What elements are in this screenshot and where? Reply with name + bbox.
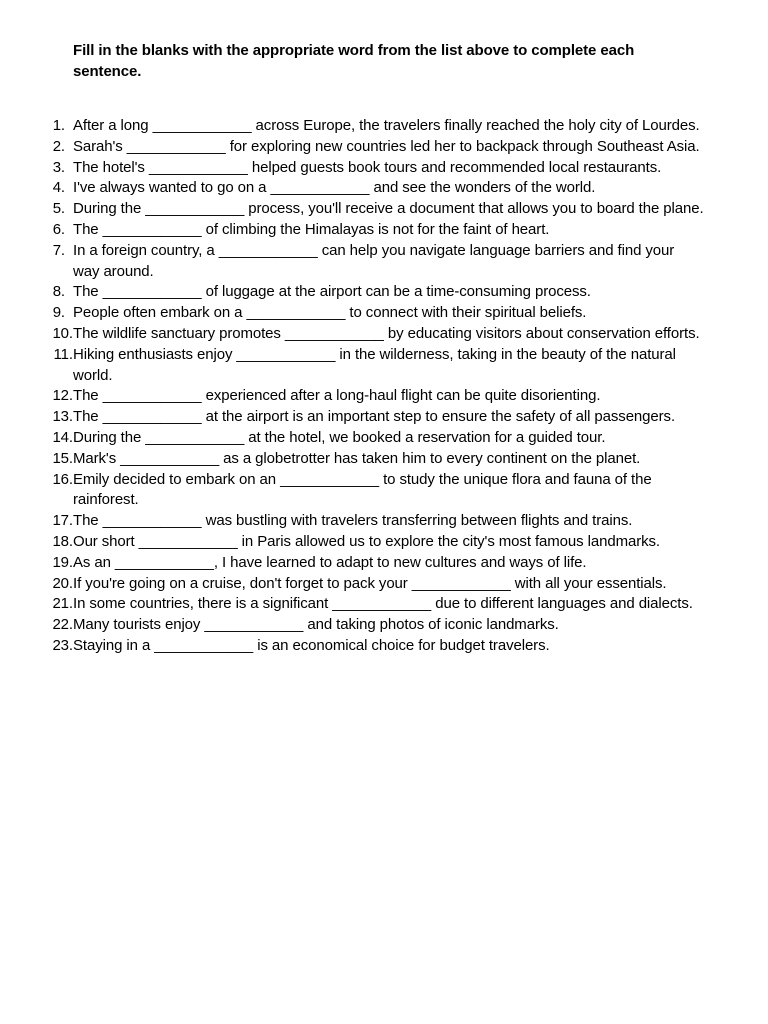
- question-number: 17.: [52, 512, 73, 530]
- question-text: The ____________ experienced after a long-haul flight can be quite disorienting.: [73, 387, 601, 405]
- question-item: [44, 324, 704, 345]
- question-item: [44, 220, 704, 241]
- question-item: [44, 137, 704, 158]
- question-number: 2.: [52, 137, 65, 155]
- question-number: 8.: [52, 283, 65, 301]
- question-item: [44, 282, 704, 303]
- question-number: 13.: [52, 408, 73, 426]
- question-text: The hotel's ____________ helped guests book tours and recommended local restaurants.: [73, 158, 662, 176]
- question-number: 6.: [52, 220, 65, 238]
- question-text: I've always wanted to go on a ____________ and see the wonders of the world.: [73, 179, 596, 197]
- question-item: [44, 511, 704, 532]
- question-number: 23.: [52, 636, 73, 654]
- question-number: 11.: [53, 345, 73, 363]
- question-text: During the ____________ process, you'll receive a document that allows you to board the plane.: [73, 200, 704, 218]
- question-text: If you're going on a cruise, don't forget to pack your ____________ with all your essentials.: [73, 574, 667, 592]
- question-item: [44, 574, 704, 595]
- question-text: Our short ____________ in Paris allowed us to explore the city's most famous landmarks.: [73, 532, 660, 550]
- question-text: Staying in a ____________ is an economical choice for budget travelers.: [73, 636, 550, 654]
- question-number: 10.: [52, 324, 73, 342]
- question-text: Emily decided to embark on an ____________ to study the unique flora and fauna of the rainforest.: [73, 470, 652, 509]
- question-number: 12.: [52, 387, 73, 405]
- question-number: 4.: [52, 179, 65, 197]
- instructions-heading: Fill in the blanks with the appropriate word from the list above to complete each sentence.: [73, 42, 635, 80]
- question-list: [44, 116, 704, 657]
- question-item: [44, 470, 704, 512]
- question-item: [44, 303, 704, 324]
- question-text: As an ____________, I have learned to adapt to new cultures and ways of life.: [73, 553, 587, 571]
- question-item: [44, 636, 704, 657]
- question-number: 9.: [52, 304, 65, 322]
- question-item: [44, 116, 704, 137]
- question-number: 16.: [52, 470, 73, 488]
- question-item: [44, 241, 704, 283]
- question-text: Mark's ____________ as a globetrotter has taken him to every continent on the planet.: [73, 449, 641, 467]
- question-number: 20.: [52, 574, 73, 592]
- question-number: 15.: [52, 449, 73, 467]
- question-text: Hiking enthusiasts enjoy ____________ in the wilderness, taking in the beauty of the natural world.: [73, 345, 676, 384]
- question-text: The ____________ of climbing the Himalayas is not for the faint of heart.: [73, 220, 550, 238]
- question-number: 3.: [52, 158, 65, 176]
- question-item: [44, 428, 704, 449]
- question-number: 5.: [52, 200, 65, 218]
- question-number: 22.: [52, 616, 73, 634]
- question-text: In a foreign country, a ____________ can help you navigate language barriers and find your way around.: [73, 241, 675, 280]
- question-text: The wildlife sanctuary promotes ____________ by educating visitors about conservation efforts.: [73, 324, 700, 342]
- question-text: During the ____________ at the hotel, we booked a reservation for a guided tour.: [73, 428, 606, 446]
- question-item: [44, 449, 704, 470]
- question-item: [44, 615, 704, 636]
- question-number: 19.: [52, 553, 73, 571]
- question-text: The ____________ at the airport is an important step to ensure the safety of all passengers.: [73, 408, 676, 426]
- question-item: [44, 386, 704, 407]
- question-text: After a long ____________ across Europe, the travelers finally reached the holy city of Lourdes.: [73, 117, 700, 134]
- question-number: 18.: [52, 532, 73, 550]
- question-number: 7.: [52, 241, 65, 259]
- question-item: [44, 345, 704, 387]
- question-text: The ____________ was bustling with travelers transferring between flights and trains.: [73, 512, 633, 530]
- question-item: [44, 553, 704, 574]
- question-number: 14.: [52, 428, 73, 446]
- question-text: The ____________ of luggage at the airport can be a time-consuming process.: [73, 283, 591, 301]
- question-number: 1.: [52, 117, 65, 134]
- question-text: People often embark on a ____________ to connect with their spiritual beliefs.: [73, 304, 587, 322]
- question-text: Sarah's ____________ for exploring new countries led her to backpack through Southeast Asia.: [73, 137, 700, 155]
- question-item: [44, 594, 704, 615]
- question-number: 21.: [52, 595, 73, 613]
- question-item: [44, 532, 704, 553]
- question-item: [44, 178, 704, 199]
- question-text: Many tourists enjoy ____________ and taking photos of iconic landmarks.: [73, 616, 559, 634]
- question-text: In some countries, there is a significant ____________ due to different languages and dialects.: [73, 595, 693, 613]
- question-item: [44, 158, 704, 179]
- question-item: [44, 407, 704, 428]
- question-item: [44, 199, 704, 220]
